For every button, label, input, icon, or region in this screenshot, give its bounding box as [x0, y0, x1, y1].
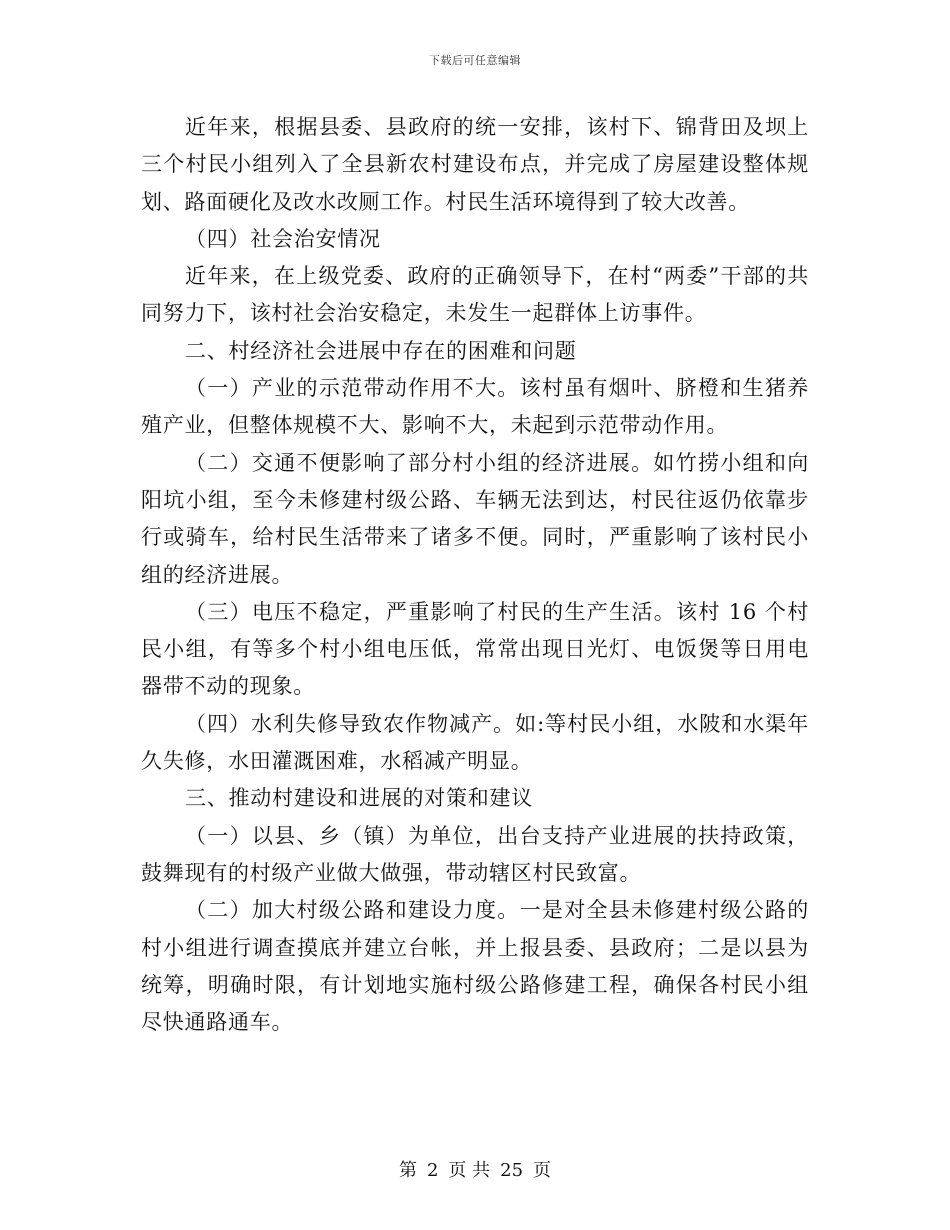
section-heading-problems: 二、村经济社会进展中存在的困难和问题	[185, 338, 577, 363]
section-heading-suggestions: 三、推动村建设和进展的对策和建议	[185, 786, 533, 811]
paragraph-problem-industry: （一）产业的示范带动作用不大。该村虽有烟叶、脐橙和生猪养殖产业，但整体规模不大、影响不大，未起到示范带动作用。	[141, 376, 809, 438]
paragraph-suggestion-roads: （二）加大村级公路和建设力度。一是对全县未修建村级公路的村小组进行调查摸底并建立台帐，并上报县委、县政府；二是以县为统筹，明确时限，有计划地实施村级公路修建工程，确保各村民小组尽快通路通车。	[141, 898, 809, 1035]
paragraph-suggestion-industry: （一）以县、乡（镇）为单位，出台支持产业进展的扶持政策，鼓舞现有的村级产业做大做强，带动辖区村民致富。	[141, 823, 809, 885]
paragraph-problem-voltage: （三）电压不稳定，严重影响了村民的生产生活。该村 16 个村民小组，有等多个村小组电压低，常常出现日光灯、电饭煲等日用电器带不动的现象。	[141, 599, 809, 699]
page-footer	[0, 1156, 950, 1182]
total-page-count: 25	[500, 1160, 524, 1181]
footer-suffix: 页	[533, 1160, 552, 1181]
paragraph-environment: 近年来，根据县委、县政府的统一安排，该村下、锦背田及坝上三个村民小组列入了全县新农村建设布点，并完成了房屋建设整体规划、路面硬化及改水改厕工作。村民生活环境得到了较大改善。	[141, 115, 809, 214]
paragraph-problem-transport: （二）交通不便影响了部分村小组的经济进展。如竹捞小组和向阳坑小组，至今未修建村级公路、车辆无法到达，村民往返仍依靠步行或骑车，给村民生活带来了诸多不便。同时，严重影响了该村民小组的经济进展。	[141, 450, 809, 587]
footer-prefix: 第	[398, 1160, 417, 1181]
page-header: 下载后可任意编辑	[429, 54, 521, 67]
current-page-number: 2	[426, 1160, 439, 1181]
section-heading-public-security: （四）社会治安情况	[185, 226, 381, 251]
paragraph-problem-irrigation: （四）水利失修导致农作物减产。如:等村民小组，水陂和水渠年久失修，水田灌溉困难，水稻减产明显。	[141, 711, 809, 774]
footer-middle: 页 共	[448, 1160, 491, 1181]
document-body	[141, 109, 809, 1041]
paragraph-public-security: 近年来，在上级党委、政府的正确领导下，在村“两委”干部的共同努力下，该村社会治安稳定，未发生一起群体上访事件。	[141, 264, 809, 326]
